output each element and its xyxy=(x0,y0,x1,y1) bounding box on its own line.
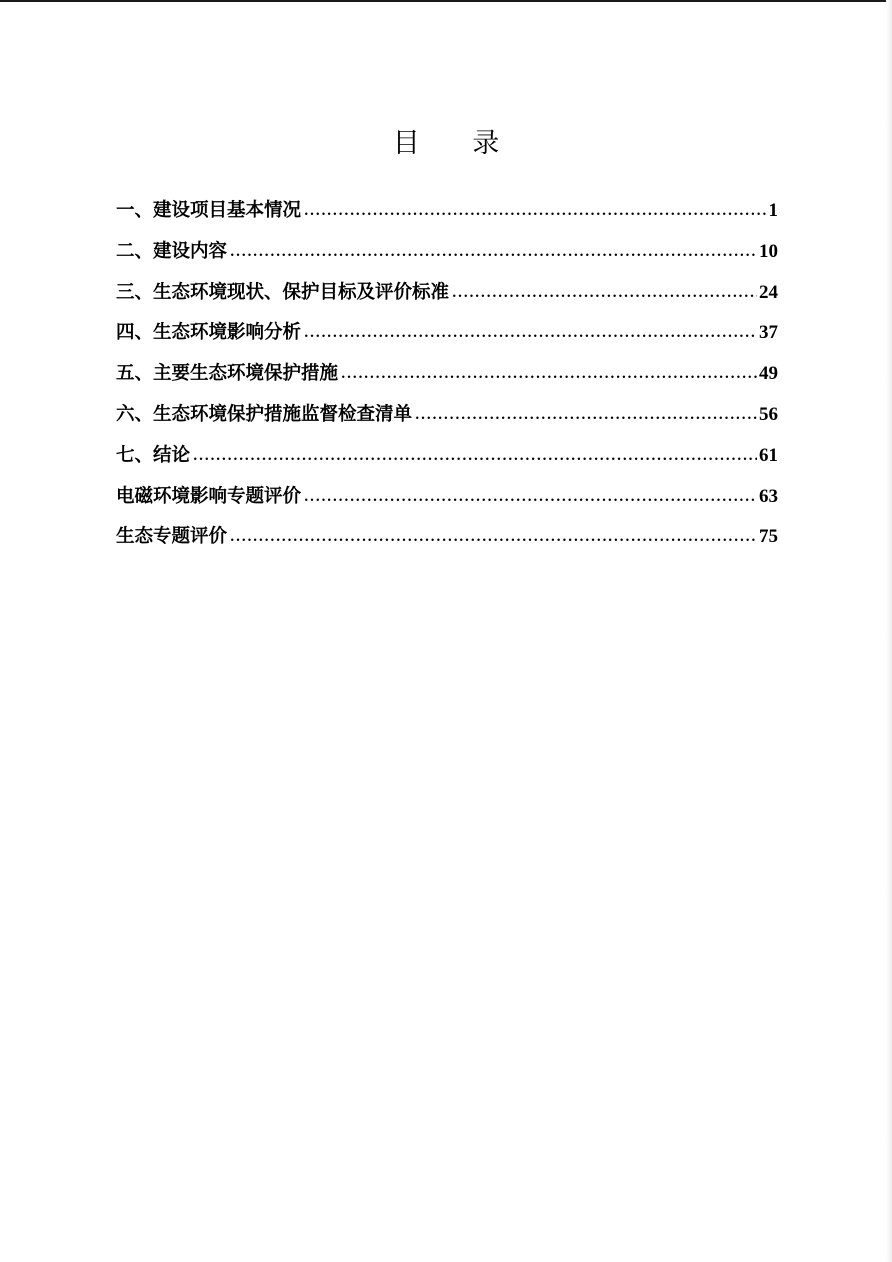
toc-entry-page: 24 xyxy=(759,281,778,303)
toc-dot-leader xyxy=(415,398,757,434)
toc-entry-page: 61 xyxy=(759,444,778,466)
toc-entry-label: 三、生态环境现状、保护目标及评价标准 xyxy=(116,281,450,303)
toc-entry-label: 二、建设内容 xyxy=(116,240,228,262)
toc-entry[interactable] xyxy=(116,479,778,520)
toc-entry[interactable] xyxy=(116,275,778,316)
toc-entry-page: 63 xyxy=(759,485,778,507)
toc-dot-leader xyxy=(230,235,757,271)
toc-entry-page: 56 xyxy=(759,403,778,425)
toc-dot-leader xyxy=(193,439,757,475)
toc-entry-label: 一、建设项目基本情况 xyxy=(116,200,302,221)
toc-entry-page: 37 xyxy=(759,322,778,344)
toc-entry-page: 1 xyxy=(768,200,778,221)
toc-dot-leader xyxy=(230,520,757,556)
toc-entry[interactable] xyxy=(116,397,778,438)
toc-entry-page: 10 xyxy=(759,240,778,262)
table-of-contents xyxy=(116,193,778,560)
toc-entry-label: 五、主要生态环境保护措施 xyxy=(116,363,339,385)
page-top-border xyxy=(0,0,892,2)
toc-dot-leader xyxy=(304,316,757,352)
toc-dot-leader xyxy=(304,194,766,230)
toc-entry-label: 七、结论 xyxy=(116,444,191,466)
toc-dot-leader xyxy=(452,276,757,312)
toc-entry[interactable] xyxy=(116,438,778,479)
toc-dot-leader xyxy=(341,357,757,393)
toc-entry[interactable] xyxy=(116,356,778,397)
page-right-edge xyxy=(886,0,892,1262)
toc-entry[interactable] xyxy=(116,519,778,560)
toc-entry-label: 四、生态环境影响分析 xyxy=(116,322,302,344)
toc-entry[interactable] xyxy=(116,234,778,275)
toc-dot-leader xyxy=(304,480,757,516)
toc-entry-label: 六、生态环境保护措施监督检查清单 xyxy=(116,403,413,425)
toc-entry-label: 电磁环境影响专题评价 xyxy=(116,485,302,507)
toc-entry-page: 75 xyxy=(759,526,778,548)
toc-entry-page: 49 xyxy=(759,363,778,385)
page-title: 目 录 xyxy=(392,128,522,159)
toc-entry[interactable] xyxy=(116,193,778,234)
toc-entry[interactable] xyxy=(116,315,778,356)
toc-entry-label: 生态专题评价 xyxy=(116,526,228,548)
